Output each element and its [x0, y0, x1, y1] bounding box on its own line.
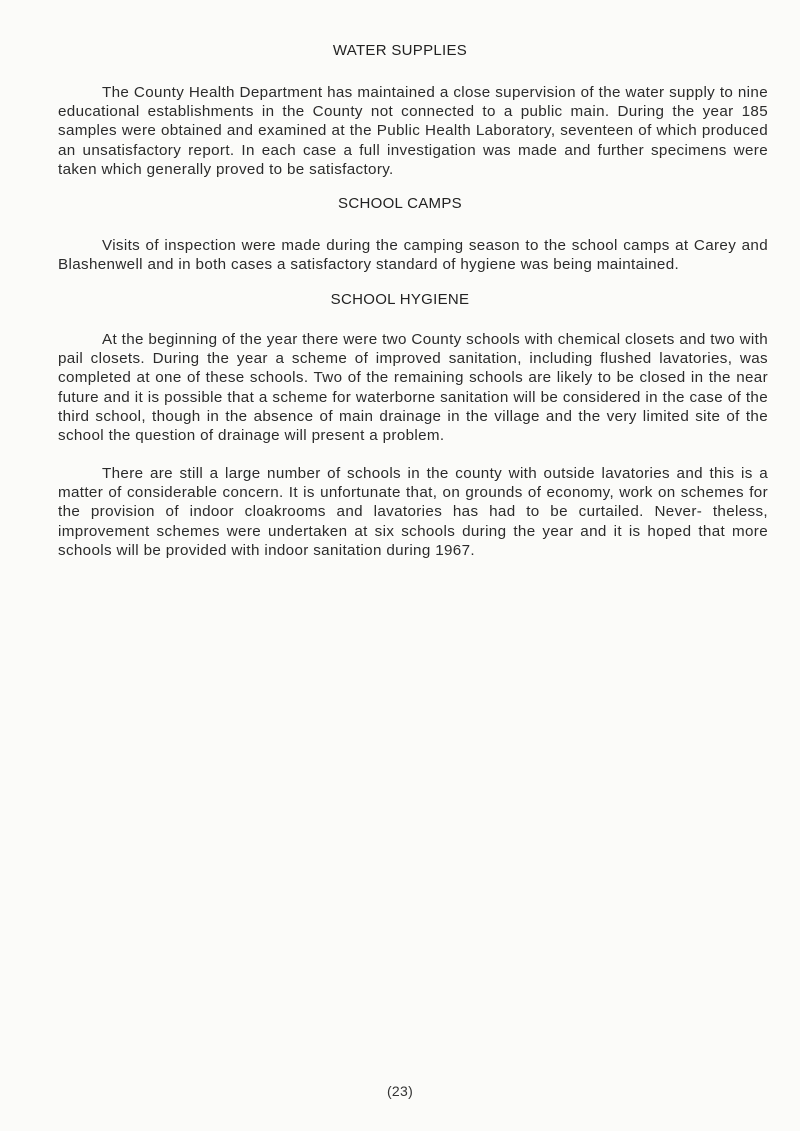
- school-hygiene-paragraph-2: There are still a large number of schools in the county with outside lavatories and this is a matter of considerable concern. It is unfortunate that, on grounds of economy, work on schemes for the provision of indoor cloakrooms and lavatories has had to be curtailed. Never- theless, improvement schemes were undertaken at six schools during the year and it is hoped that more schools will be provided with indoor sanitation during 1967.: [58, 465, 768, 559]
- school-camps-paragraph: Visits of inspection were made during the camping season to the school camps at Carey and Blashenwell and in both cases a satisfactory standard of hygiene was being maintained.: [58, 237, 768, 274]
- school-hygiene-heading: SCHOOL HYGIENE: [330, 291, 470, 308]
- school-camps-heading: SCHOOL CAMPS: [338, 195, 462, 212]
- water-supplies-paragraph: The County Health Department has maintained a close supervision of the water supply to nine educational establishments in the County not connected to a public main. During the year 185 samples were obtained and examined at the Public Health Laboratory, seventeen of which produced an unsatisfactory report. In each case a full investigation was made and further specimens were taken which generally proved to be satisfactory.: [58, 84, 768, 178]
- page-number: (23): [386, 1083, 414, 1099]
- water-supplies-heading: WATER SUPPLIES: [332, 42, 468, 59]
- school-hygiene-paragraph-1: At the beginning of the year there were two County schools with chemical closets and two with pail closets. During the year a scheme of improved sanitation, including flushed lavatories, was completed at one of these schools. Two of the remaining schools are likely to be closed in the near future and it is possible that a scheme for waterborne sanitation will be considered in the case of the third school, though in the absence of main drainage in the village and the very limited site of the school the question of drainage will present a problem.: [58, 331, 768, 445]
